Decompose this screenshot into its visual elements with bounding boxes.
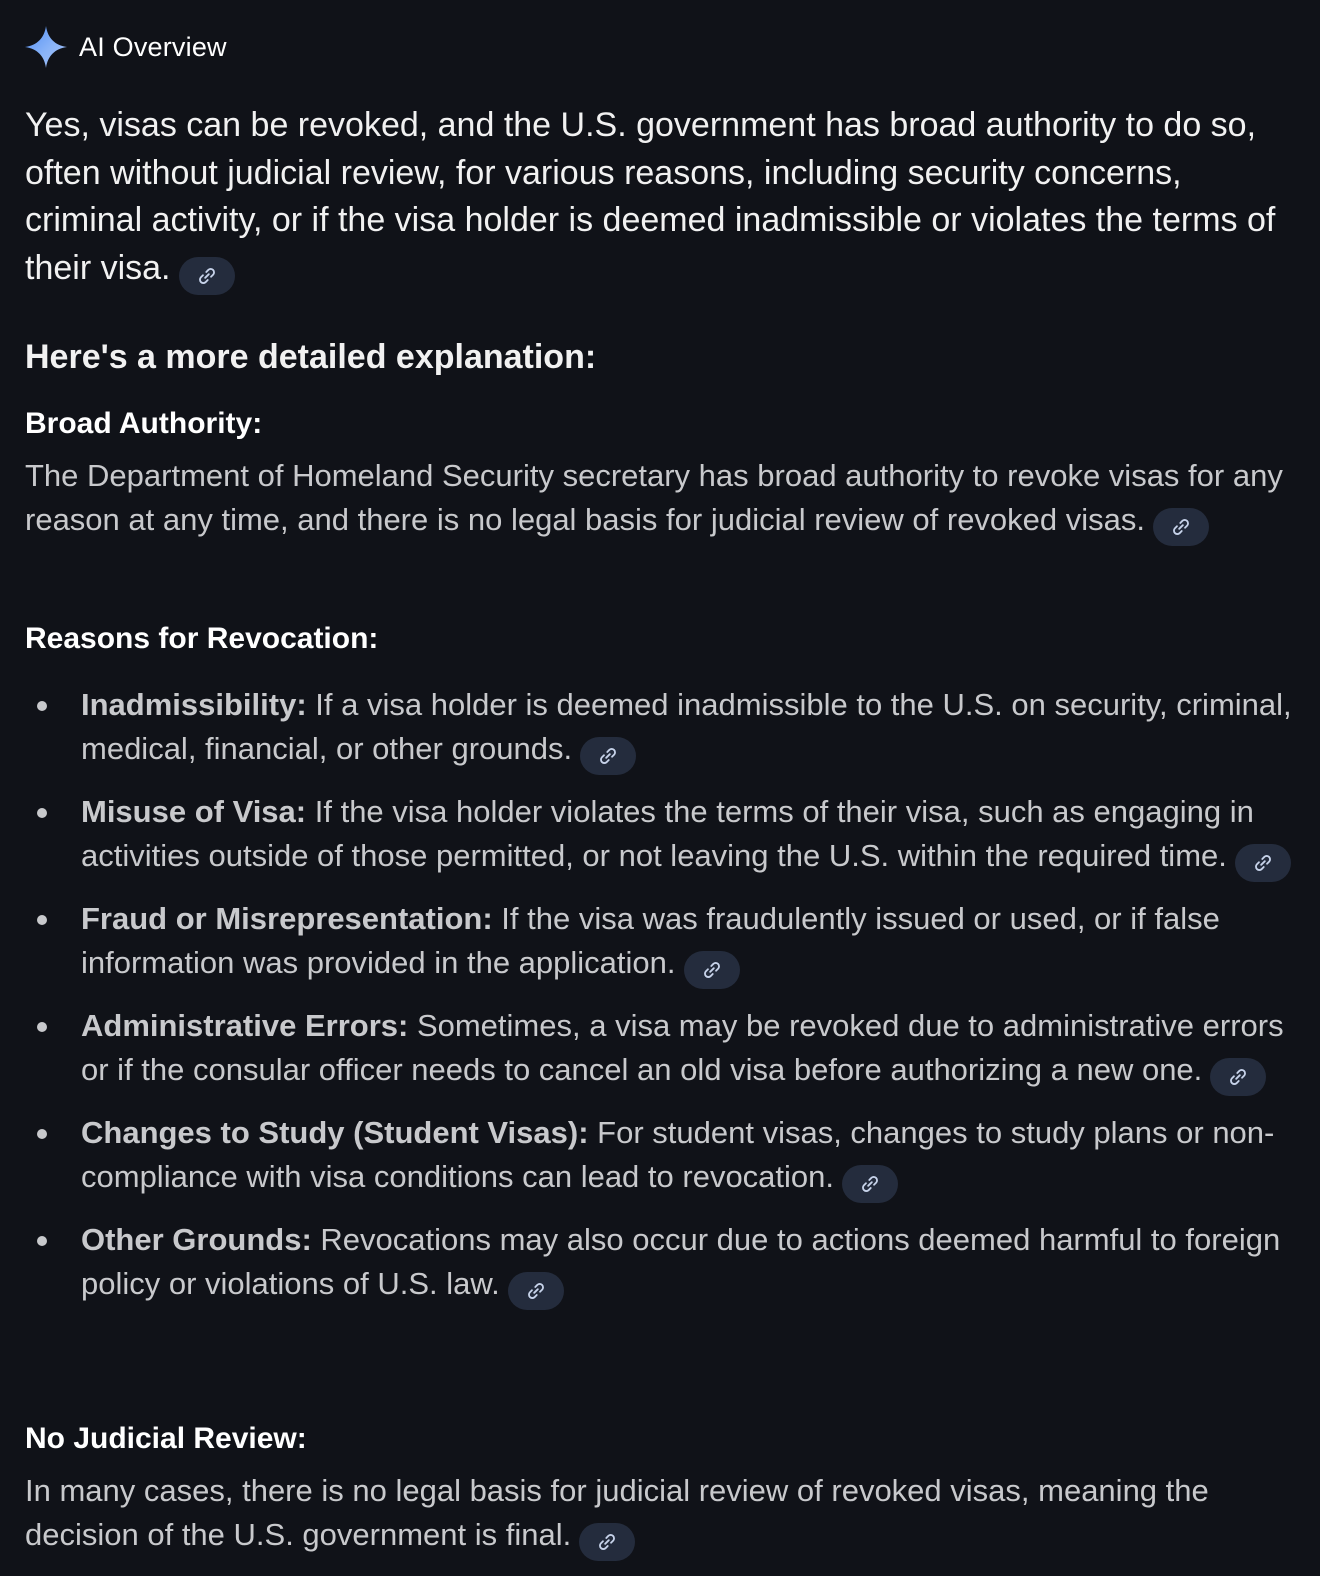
bullet-icon: [37, 1129, 47, 1139]
source-link-button[interactable]: [179, 257, 235, 295]
reason-text: Revocations may also occur due to actions deemed harmful to foreign policy or violations of U.S. law.: [81, 1222, 1281, 1301]
broad-authority-text: The Department of Homeland Security secretary has broad authority to revoke visas for any reason at any time, and there is no legal basis for judicial review of revoked visas.: [25, 458, 1283, 537]
source-link-button[interactable]: [1210, 1058, 1266, 1096]
reason-term: Misuse of Visa:: [81, 794, 307, 829]
list-item: [25, 683, 1295, 775]
link-icon: [1252, 852, 1274, 874]
reason-text: If the visa was fraudulently issued or used, or if false information was provided in the application.: [81, 901, 1220, 980]
reason-term: Administrative Errors:: [81, 1008, 409, 1043]
detail-heading: Here's a more detailed explanation:: [25, 338, 597, 376]
source-link-button[interactable]: [1235, 844, 1291, 882]
source-link-button[interactable]: [580, 737, 636, 775]
sparkle-icon: [23, 24, 69, 70]
section-title-reasons: Reasons for Revocation:: [25, 622, 379, 655]
section-title-broad-authority: Broad Authority:: [25, 407, 263, 440]
section-body-no-judicial-review: [25, 1469, 1295, 1561]
reason-term: Fraud or Misrepresentation:: [81, 901, 493, 936]
source-link-button[interactable]: [842, 1165, 898, 1203]
bullet-icon: [37, 1022, 47, 1032]
reason-text: Sometimes, a visa may be revoked due to administrative errors or if the consular officer needs to cancel an old visa before authorizing a new one.: [81, 1008, 1284, 1087]
reason-term: Changes to Study (Student Visas):: [81, 1115, 589, 1150]
intro-text: Yes, visas can be revoked, and the U.S. government has broad authority to do so, often without judicial review, for various reasons, including security concerns, criminal activity, or if the visa holder is deemed inadmissible or violates the terms of their visa.: [25, 106, 1276, 287]
source-link-button[interactable]: [684, 951, 740, 989]
link-icon: [597, 745, 619, 767]
section-body-broad-authority: [25, 454, 1295, 546]
reason-text: For student visas, changes to study plans or non-compliance with visa conditions can lead to revocation.: [81, 1115, 1275, 1194]
link-icon: [596, 1531, 618, 1553]
reason-text: If a visa holder is deemed inadmissible to the U.S. on security, criminal, medical, financial, or other grounds.: [81, 687, 1292, 766]
list-item: [25, 790, 1295, 882]
bullet-icon: [37, 1236, 47, 1246]
source-link-button[interactable]: [1153, 508, 1209, 546]
link-icon: [1227, 1066, 1249, 1088]
list-item: [25, 897, 1295, 989]
link-icon: [701, 959, 723, 981]
reason-term: Inadmissibility:: [81, 687, 307, 722]
list-item: [25, 1111, 1295, 1203]
ai-overview-title: AI Overview: [79, 31, 227, 62]
link-icon: [196, 265, 218, 287]
reasons-list: [25, 683, 1295, 1325]
ai-overview-header: [25, 24, 227, 70]
list-item: [25, 1004, 1295, 1096]
intro-paragraph: [25, 102, 1295, 295]
section-title-no-judicial-review: No Judicial Review:: [25, 1422, 307, 1455]
list-item: [25, 1218, 1295, 1310]
bullet-icon: [37, 915, 47, 925]
reason-text: If the visa holder violates the terms of their visa, such as engaging in activities outside of those permitted, or not leaving the U.S. within the required time.: [81, 794, 1254, 873]
reason-term: Other Grounds:: [81, 1222, 312, 1257]
source-link-button[interactable]: [508, 1272, 564, 1310]
link-icon: [1170, 516, 1192, 538]
link-icon: [525, 1280, 547, 1302]
no-judicial-review-text: In many cases, there is no legal basis for judicial review of revoked visas, meaning the decision of the U.S. government is final.: [25, 1473, 1209, 1552]
source-link-button[interactable]: [579, 1523, 635, 1561]
bullet-icon: [37, 808, 47, 818]
bullet-icon: [37, 701, 47, 711]
link-icon: [859, 1173, 881, 1195]
